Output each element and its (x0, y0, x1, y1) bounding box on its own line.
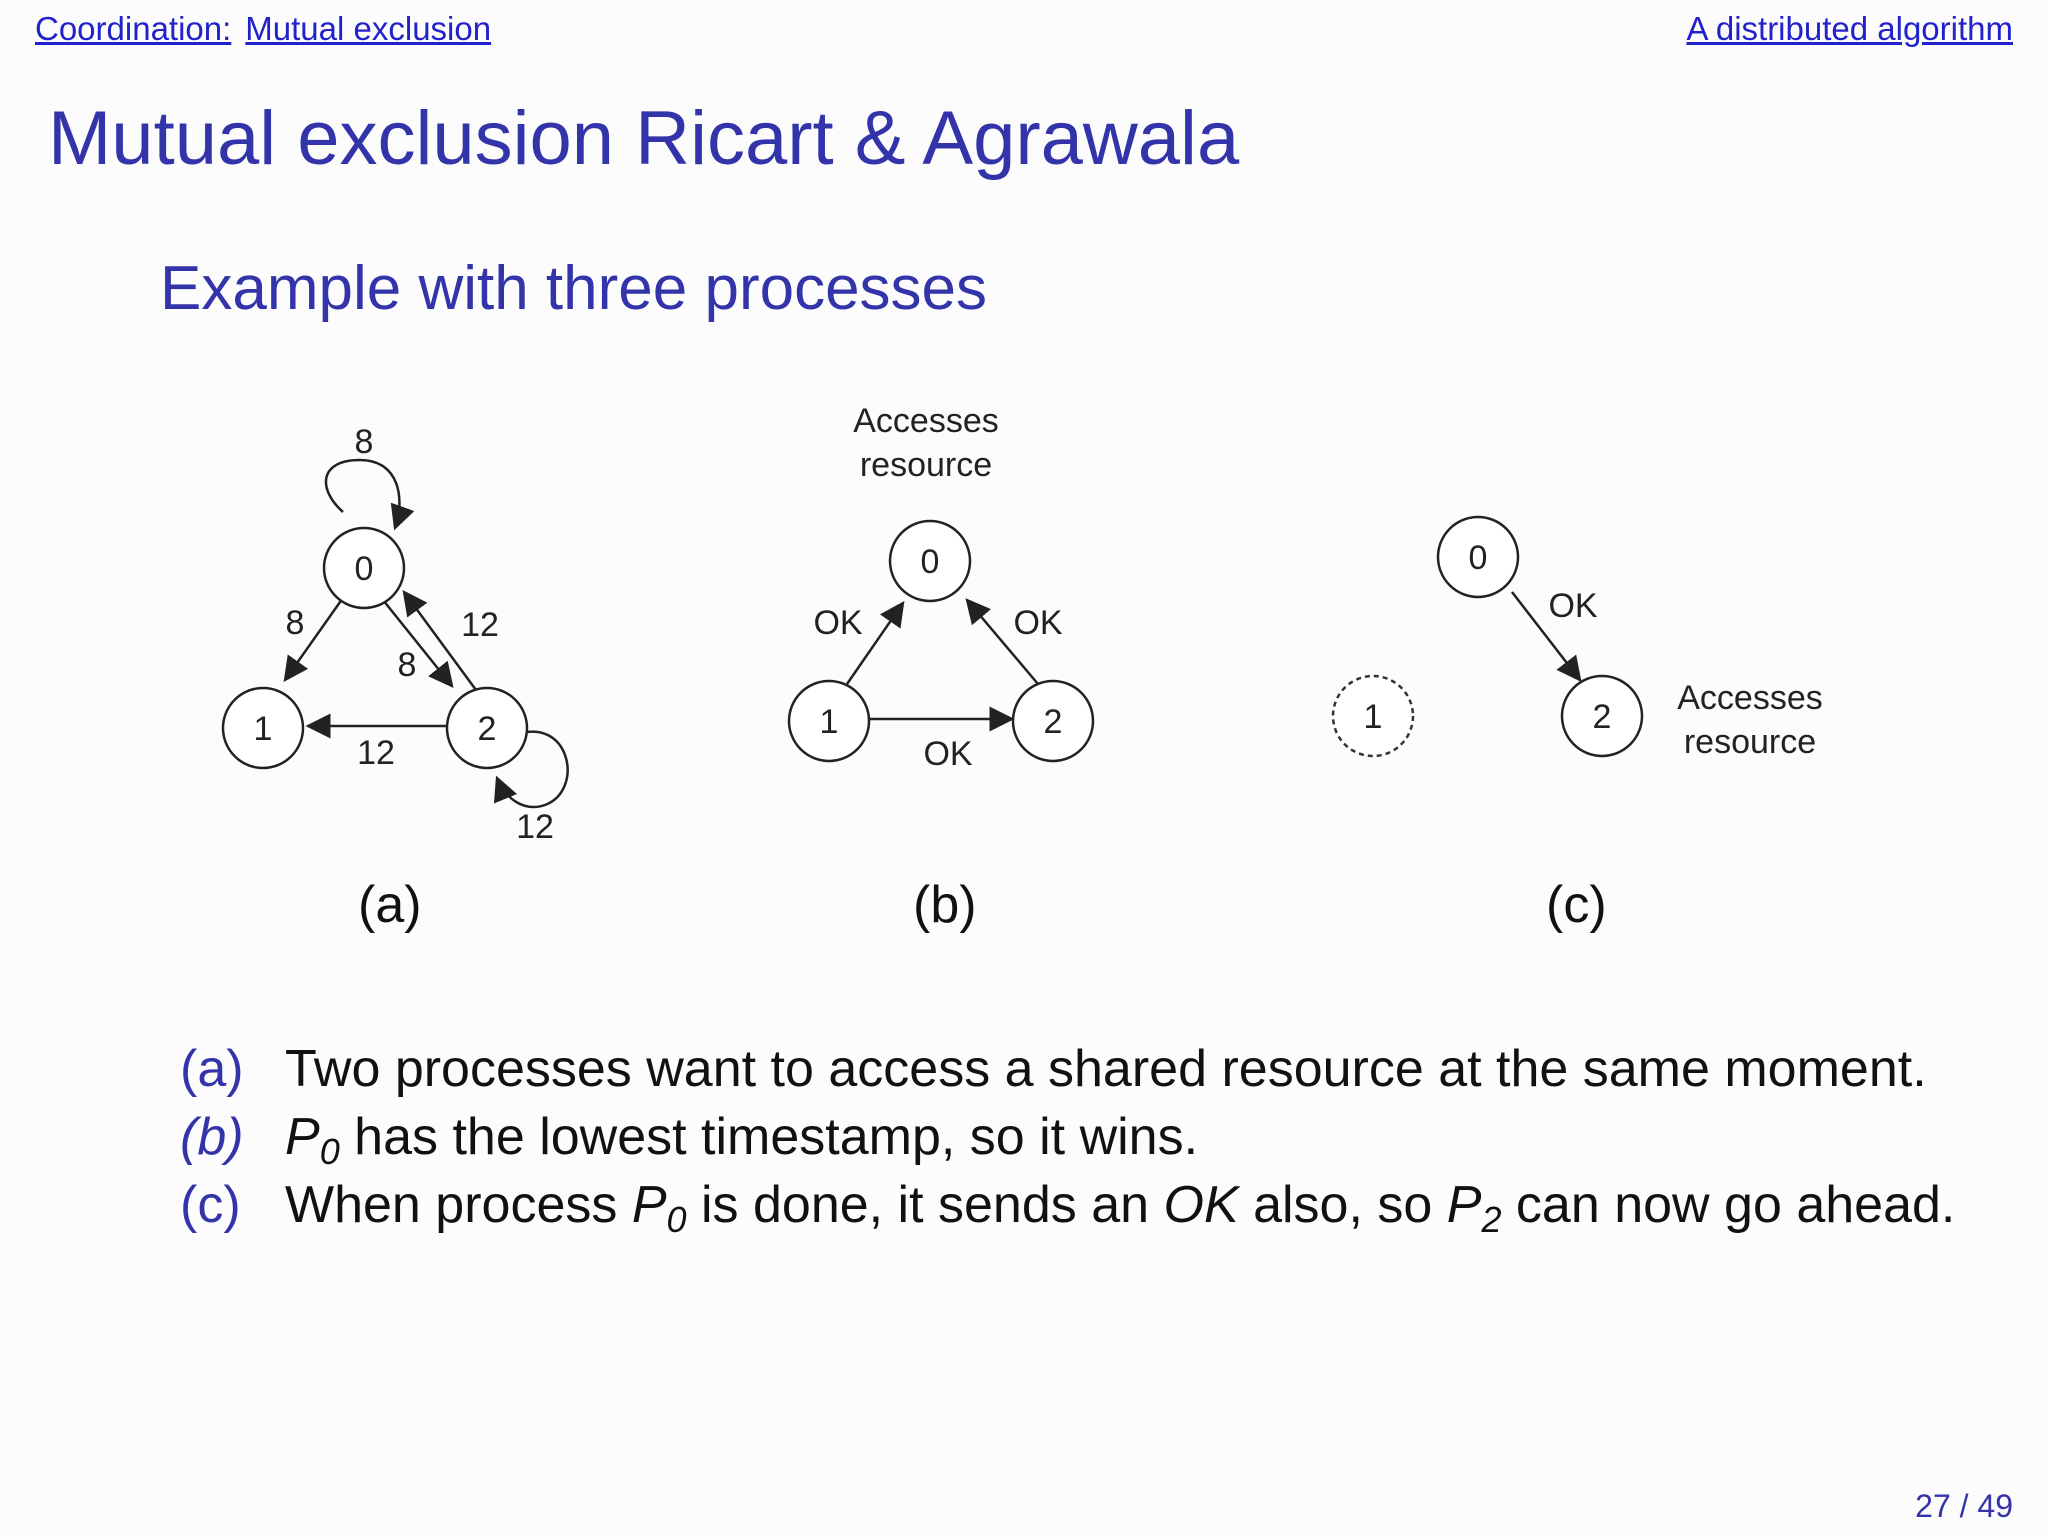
list-item-b (180, 1103, 1960, 1171)
list-item-b-label: (b) (180, 1108, 244, 1166)
header-subsection-link[interactable]: Mutual exclusion (245, 10, 492, 47)
list-item-b-text: $P_0$ has the lowest timestamp, so it wins. (285, 1108, 1199, 1172)
label-c-edge-0-2: OK (1548, 587, 1598, 625)
edge-a-self-loop-0 (326, 460, 399, 528)
node-b-2 (1013, 681, 1093, 761)
label-a-edge-0-2: 8 (397, 646, 417, 684)
caption-a: (a) (358, 876, 422, 934)
annotation-c-line2: resource (1683, 723, 1817, 761)
node-c-2-label: 2 (1592, 698, 1612, 736)
node-b-0-label: 0 (920, 543, 940, 581)
node-b-2-label: 2 (1043, 703, 1063, 741)
panel-a (223, 423, 568, 846)
process-p2: $P_2$ (1446, 1176, 1502, 1240)
node-c-2 (1562, 676, 1642, 756)
label-b-edge-1-2: OK (923, 735, 973, 773)
list-item-c-text: When process $P_0$ is done, it sends an OK also, so $P_2$ can now go ahead. (285, 1176, 1956, 1240)
page-number: 27 / 49 (1915, 1488, 2013, 1524)
header-topic-link[interactable]: A distributed algorithm (1686, 10, 2013, 47)
node-a-2 (447, 688, 527, 768)
node-a-1-label: 1 (253, 710, 273, 748)
node-c-1-label: 1 (1363, 698, 1383, 736)
caption-c: (c) (1546, 876, 1607, 934)
node-b-1-label: 1 (819, 703, 839, 741)
label-a-edge-0-1: 8 (285, 604, 305, 642)
panel-b (789, 402, 1093, 773)
slide-subtitle: Example with three processes (160, 254, 988, 323)
explanation-list (180, 1035, 1960, 1239)
label-a-edge-2-0: 12 (461, 606, 499, 644)
node-a-2-label: 2 (477, 710, 497, 748)
node-a-0-label: 0 (354, 550, 374, 588)
process-p0: $P_0$ (285, 1108, 340, 1172)
node-a-0 (324, 528, 404, 608)
ok-message: OK (1163, 1176, 1239, 1234)
process-p0: $P_0$ (631, 1176, 687, 1240)
list-item-a (180, 1035, 1960, 1103)
node-b-0 (890, 521, 970, 601)
label-a-self-loop-0: 8 (354, 423, 374, 461)
annotation-b-line1: Accesses (853, 402, 999, 440)
slide-title: Mutual exclusion Ricart & Agrawala (48, 96, 1240, 181)
list-item-a-text: Two processes want to access a shared resource at the same moment. (285, 1040, 1927, 1098)
node-b-1 (789, 681, 869, 761)
panel-c (1333, 517, 1823, 761)
annotation-b-line2: resource (859, 446, 993, 484)
label-a-self-loop-2: 12 (516, 808, 554, 846)
list-item-c (180, 1171, 1960, 1239)
node-c-0 (1438, 517, 1518, 597)
list-item-a-label: (a) (180, 1040, 244, 1098)
list-item-c-label: (c) (180, 1176, 241, 1234)
label-a-edge-2-1: 12 (357, 734, 395, 772)
node-c-1 (1333, 676, 1413, 756)
label-b-edge-1-0: OK (813, 604, 863, 642)
annotation-c-line1: Accesses (1677, 679, 1823, 717)
label-b-edge-2-0: OK (1013, 604, 1063, 642)
caption-b: (b) (913, 876, 977, 934)
node-a-1 (223, 688, 303, 768)
header-section-link[interactable]: Coordination: (35, 10, 232, 47)
node-c-0-label: 0 (1468, 539, 1488, 577)
